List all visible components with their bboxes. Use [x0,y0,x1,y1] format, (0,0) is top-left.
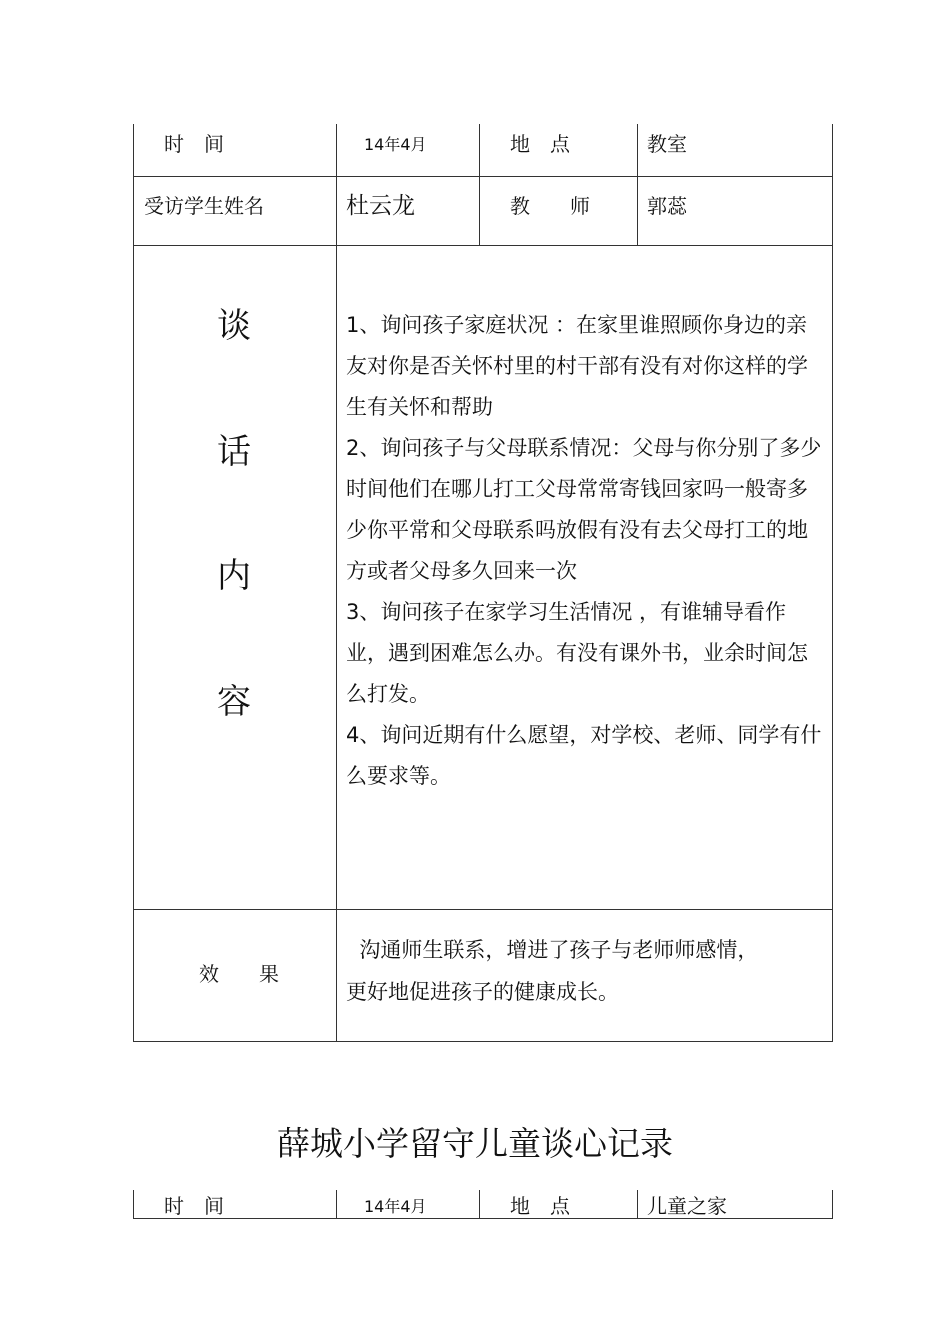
place-label: 地 点 [510,132,570,156]
place-value: 教室 [647,132,687,156]
teacher-value: 郭蕊 [647,194,687,218]
content-paragraph: 4、询问近期有什么愿望，对学校、老师、同学有什么要求等。 [346,723,822,788]
content-label-char: 内 [217,556,251,596]
student-name-label: 受访学生姓名 [144,194,264,218]
place-label-2: 地 点 [510,1194,570,1218]
time-value: 14年4月 [364,135,427,154]
place-value-2: 儿童之家 [647,1194,727,1218]
content-label-char: 容 [217,682,251,722]
content-paragraph: 1、询问孩子家庭状况 ：在家里谁照顾你身边的亲友对你是否关怀村里的村干部有没有对你这样的学生有关怀和帮助 [346,313,808,419]
time-value-2: 14年4月 [364,1197,427,1216]
content-paragraph: 2、询问孩子与父母联系情况：父母与你分别了多少时间他们在哪儿打工父母常常寄钱回家吗一般寄多少你平常和父母联系吗放假有没有去父母打工的地方或者父母多久回来一次 [346,436,822,583]
effect-line: 沟通师生联系，增进了孩子与老师师感情， [346,938,759,962]
time-label: 时 间 [164,132,224,156]
document-title: 薛城小学留守儿童谈心记录 [277,1124,673,1163]
time-label-2: 时 间 [164,1194,224,1218]
student-name-value: 杜云龙 [346,193,415,219]
effect-content [346,929,826,1013]
effect-label: 效 果 [199,962,279,986]
teacher-label: 教 师 [510,194,590,218]
talk-content [346,305,826,797]
content-label-char: 谈 [217,306,251,346]
content-paragraph: 3、询问孩子在家学习生活情况 ，有谁辅导看作业，遇到困难怎么办。有没有课外书，业余时间怎么打发。 [346,600,808,706]
content-label-char: 话 [217,432,251,472]
effect-line: 更好地促进孩子的健康成长。 [346,980,619,1004]
